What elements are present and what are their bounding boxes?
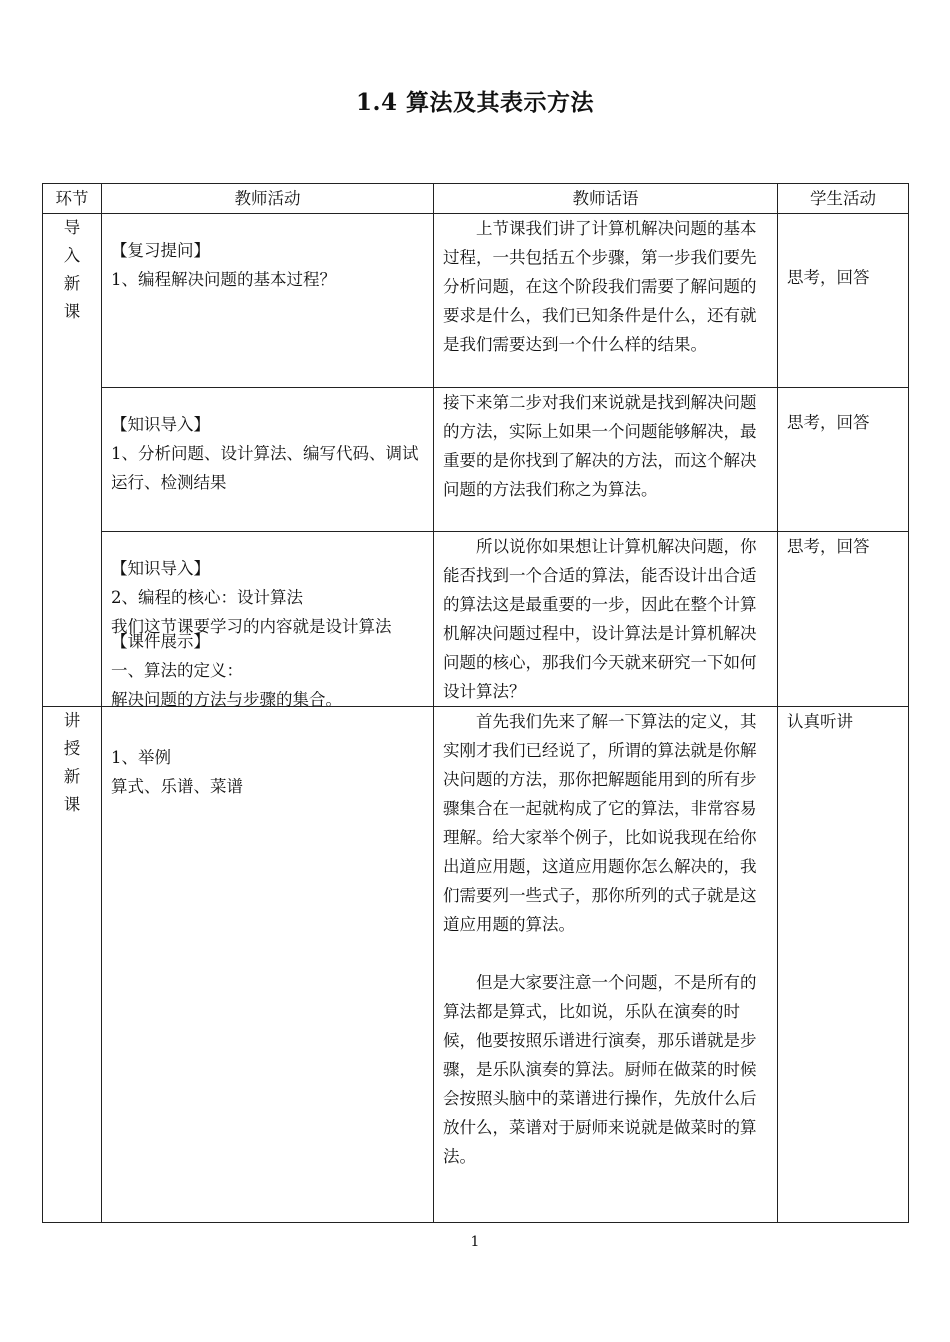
teacher-speech-cell — [434, 532, 778, 707]
teacher-activity-cell — [102, 388, 434, 532]
activity-line: 【知识导入】 — [111, 559, 210, 578]
activity-line: 1、分析问题、设计算法、编写代码、调试运行、检测结果 — [111, 444, 419, 492]
activity-line: 【课件展示】 — [111, 632, 210, 651]
stage-cell-lecture — [43, 707, 102, 1223]
activity-line: 我们这节课要学习的内容就是设计算法 — [111, 617, 392, 636]
activity-line: 1、编程解决问题的基本过程？ — [111, 270, 336, 289]
teacher-speech-cell — [434, 388, 778, 532]
activity-line: 2、编程的核心：设计算法 — [111, 588, 303, 607]
activity-line: 【复习提问】 — [111, 241, 210, 260]
teacher-activity-cell — [102, 632, 434, 1223]
speech-text: 上节课我们讲了计算机解决问题的基本过程，一共包括五个步骤，第一步我们要先分析问题，在这个阶段我们需要了解问题的要求是什么，我们已知条件是什么，还有就是我们需要达到一个什么样的结果。 — [443, 219, 757, 354]
teacher-speech-cell — [434, 214, 778, 388]
student-activity-cell: 认真听讲 — [778, 707, 909, 1223]
stage-label: 讲授新课 — [63, 711, 81, 814]
student-activity-cell: 思考，回答 — [778, 388, 909, 532]
speech-paragraph: 首先我们先来了解一下算法的定义，其实刚才我们已经说了，所谓的算法就是你解决问题的方法，那你把解题能用到的所有步骤集合在一起就构成了它的算法，非常容易理解。给大家举个例子，比如说我现在给你出道应用题，这道应用题你怎么解决的，我们需要列一些式子，那你所列的式子就是这道应用题的算法。 — [443, 712, 757, 934]
speech-text: 所以说你如果想让计算机解决问题，你能否找到一个合适的算法，能否设计出合适的算法这是最重要的一步，因此在整个计算机解决问题过程中，设计算法是计算机解决问题的核心，那我们今天就来研究一下如何设计算法？ — [443, 537, 757, 701]
spacer — [111, 714, 424, 743]
header-teacher-activity: 教师活动 — [102, 184, 434, 214]
stage-cell-intro — [43, 214, 102, 707]
activity-block — [111, 627, 424, 801]
activity-line: 一、算法的定义： — [111, 661, 243, 680]
header-row — [43, 184, 909, 214]
table-row — [43, 707, 909, 1223]
activity-line: 算式、乐谱、菜谱 — [111, 777, 243, 796]
activity-line: 1、举例 — [111, 748, 171, 767]
activity-line: 解决问题的方法与步骤的集合。 — [111, 690, 342, 709]
student-activity-cell: 思考，回答 — [778, 214, 909, 388]
speech-text: 接下来第二步对我们来说就是找到解决问题的方法，实际上如果一个问题能够解决，最重要的是你找到了解决的方法，而这个解决问题的方法我们称之为算法。 — [443, 393, 757, 499]
table-row — [43, 388, 909, 532]
header-student-activity: 学生活动 — [778, 184, 909, 214]
table-row — [43, 214, 909, 388]
activity-line: 【知识导入】 — [111, 415, 210, 434]
lesson-plan-table — [42, 183, 909, 1223]
header-teacher-speech: 教师话语 — [434, 184, 778, 214]
stage-label: 导入新课 — [63, 218, 81, 321]
spacer — [443, 939, 768, 968]
document-title: 1.4 算法及其表示方法 — [355, 89, 595, 116]
student-activity-cell: 思考，回答 — [778, 532, 909, 707]
header-stage: 环节 — [43, 184, 102, 214]
speech-paragraph: 但是大家要注意一个问题，不是所有的算法都是算式，比如说，乐队在演奏的时候，他要按照乐谱进行演奏，那乐谱就是步骤，是乐队演奏的算法。厨师在做菜的时候会按照头脑中的菜谱进行操作，先放什么后放什么，菜谱对于厨师来说就是做菜时的算法。 — [443, 973, 757, 1166]
page-number: 1 — [470, 1234, 480, 1250]
teacher-activity-cell — [102, 214, 434, 388]
teacher-speech-cell — [434, 707, 778, 1223]
